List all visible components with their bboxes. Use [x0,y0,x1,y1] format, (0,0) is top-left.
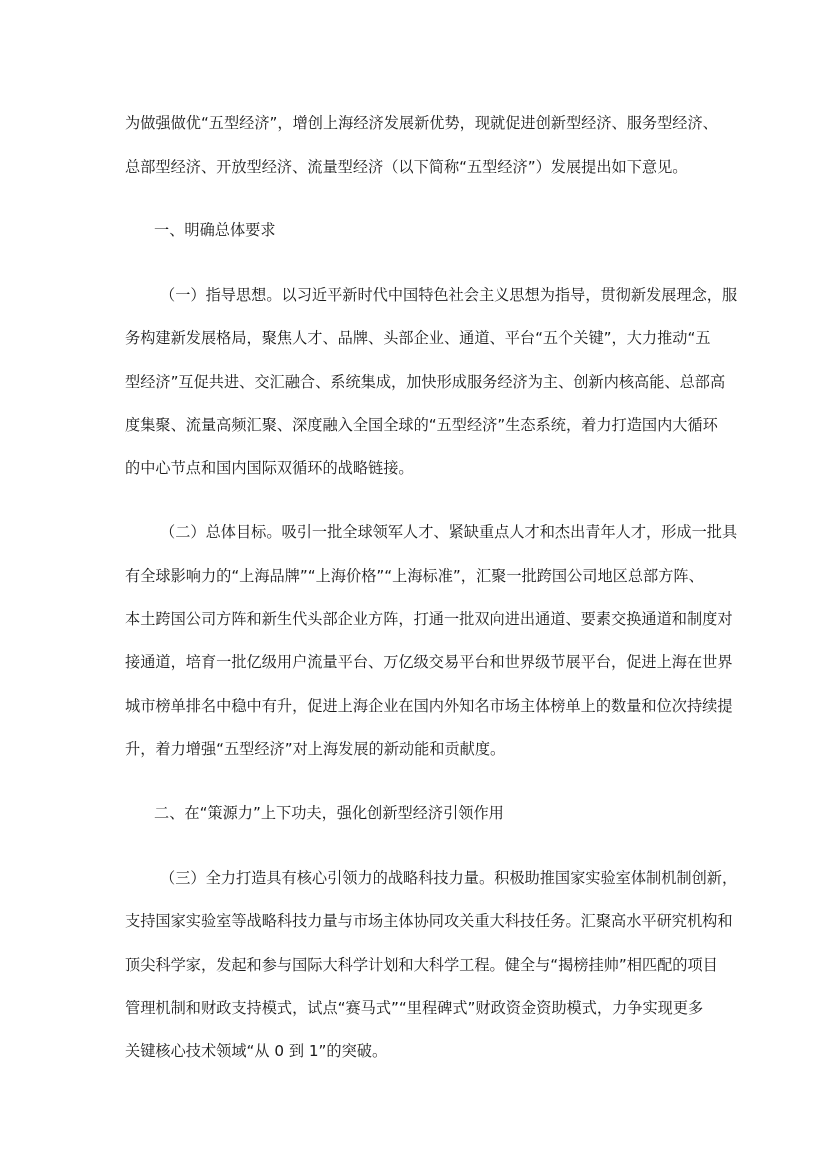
paragraph-1-line-1: （一）指导思想。以习近平新时代中国特色社会主义思想为指导，贯彻新发展理念，服 [160,286,738,304]
section-heading-1: 一、明确总体要求 [154,221,276,239]
paragraph-1-line-2: 务构建新发展格局，聚焦人才、品牌、头部企业、通道、平台“五个关键”，大力推动“五 [125,329,711,347]
paragraph-3-line-4: 管理机制和财政支持模式，试点“赛马式”“里程碑式”财政资金资助模式，力争实现更多 [125,999,704,1017]
paragraph-3-line-1: （三）全力打造具有核心引领力的战略科技力量。积极助推国家实验室体制机制创新， [160,869,738,887]
paragraph-2-line-6: 升，着力增强“五型经济”对上海发展的新动能和贡献度。 [125,740,506,758]
paragraph-1-line-5: 的中心节点和国内国际双循环的战略链接。 [125,459,414,477]
paragraph-3-line-5: 关键核心技术领域“从 0 到 1”的突破。 [125,1042,388,1060]
paragraph-2-line-3: 本土跨国公司方阵和新生代头部企业方阵，打通一批双向进出通道、要素交换通道和制度对 [125,610,733,628]
paragraph-2-line-4: 接通道，培育一批亿级用户流量平台、万亿级交易平台和世界级节展平台，促进上海在世界 [125,653,733,671]
paragraph-1-line-4: 度集聚、流量高频汇聚、深度融入全国全球的“五型经济”生态系统，着力打造国内大循环 [125,416,718,434]
intro-line-1: 为做强做优“五型经济”，增创上海经济发展新优势，现就促进创新型经济、服务型经济、 [125,114,718,132]
paragraph-3-line-2: 支持国家实验室等战略科技力量与市场主体协同攻关重大科技任务。汇聚高水平研究机构和 [125,912,733,930]
paragraph-2-line-5: 城市榜单排名中稳中有升，促进上海企业在国内外知名市场主体榜单上的数量和位次持续提 [125,697,733,715]
section-heading-2: 二、在“策源力”上下功夫，强化创新型经济引领作用 [154,804,504,822]
paragraph-1-line-3: 型经济”互促共进、交汇融合、系统集成，加快形成服务经济为主、创新内核高能、总部高 [125,373,726,391]
paragraph-2-line-2: 有全球影响力的“上海品牌”“上海价格”“上海标准”，汇聚一批跨国公司地区总部方阵、 [125,567,704,585]
intro-line-2: 总部型经济、开放型经济、流量型经济（以下简称“五型经济”）发展提出如下意见。 [125,158,688,176]
paragraph-2-line-1: （二）总体目标。吸引一批全球领军人才、紧缺重点人才和杰出青年人才，形成一批具 [160,523,738,541]
paragraph-3-line-3: 顶尖科学家，发起和参与国际大科学计划和大科学工程。健全与“揭榜挂帅”相匹配的项目 [125,956,718,974]
